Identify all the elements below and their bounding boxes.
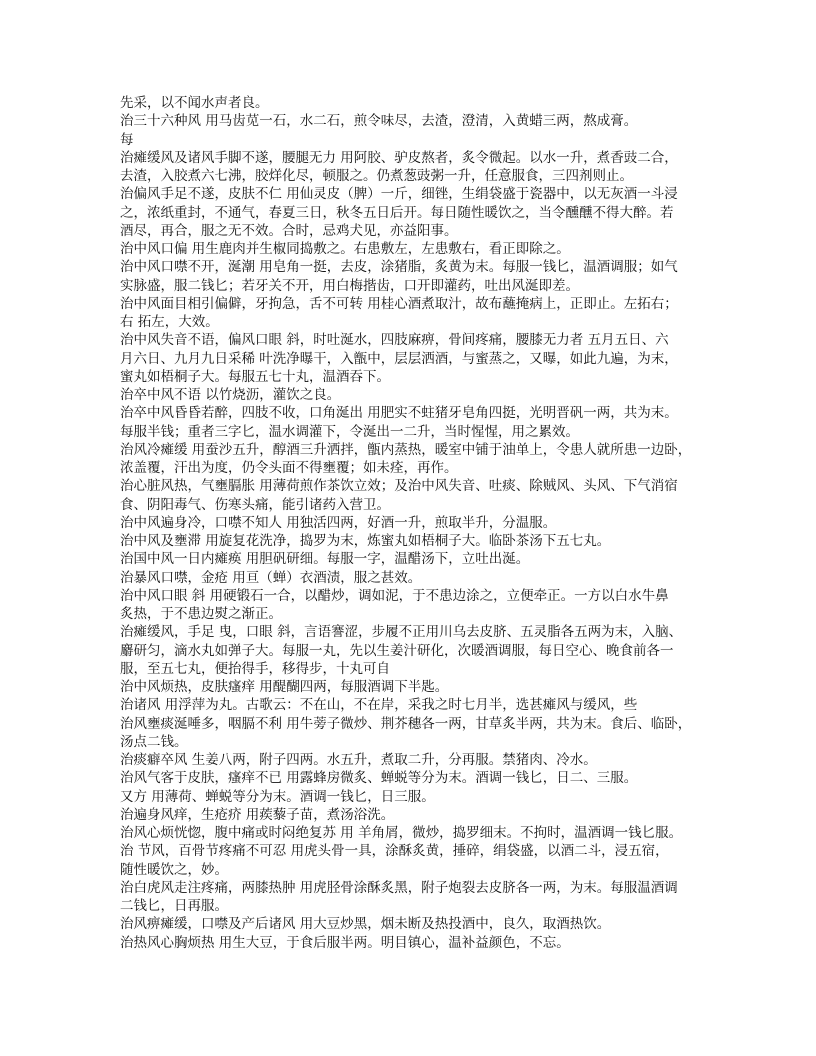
text-line: 治中风遍身冷，口噤不知人 用独活四两，好酒一升，煎取半升，分温服。 — [120, 514, 557, 531]
text-line: 治中风口眼 斜 用硬锻石一合，以醋炒，调如泥，于不患边涂之，立便牵正。一方以白水牛鼻 — [120, 587, 669, 604]
text-line: 治瘫缓风，手足 曳，口眼 斜，言语謇涩，步履不正用川乌去皮脐、五灵脂各五两为末，入脑、 — [120, 624, 683, 641]
text-line: 治暴风口噤，金疮 用亘（蝉）衣酒渍，服之甚效。 — [120, 569, 422, 586]
text-line: 治诸风 用浮萍为丸。古歌云：不在山，不在岸，采我之时七月半，选甚瘫风与缓风，些 — [120, 697, 638, 714]
text-line: 治风心烦恍惚，腹中痛或时闷绝复苏 用 羊角屑，微炒，捣罗细末。不拘时，温酒调一钱匕服。 — [120, 825, 683, 841]
text-line: 先采，以不闻水声者良。 — [120, 95, 269, 111]
text-line: 每服半钱；重者三字匕，温水调灌下，令涎出一二升，当时惺惺，用之累效。 — [120, 423, 579, 440]
text-line: 炙热，于不患边熨之渐正。 — [120, 606, 282, 622]
text-line: 治风壅痰涎唾多，咽膈不利 用牛蒡子微炒、荆芥穗各一两，甘草炙半两，共为末。食后、临卧， — [120, 715, 692, 732]
text-line: 治中风口噤不开，涎潮 用皂角一挺，去皮，涂猪脂，炙黄为末。每服一钱匕，温酒调服；如气 — [120, 259, 678, 276]
text-line: 又方 用薄荷、蝉蜕等分为末。酒调一钱匕，日三服。 — [120, 788, 435, 805]
text-line: 随性暖饮之，妙。 — [120, 861, 228, 878]
text-line: 治三十六种风 用马齿苋一石，水二石，煎令味尽，去渣，澄清，入黄蜡三两，熬成膏。 — [120, 113, 638, 130]
text-line: 治遍身风痒，生疮疥 用蒺藜子苗，煮汤浴洗。 — [120, 806, 395, 823]
text-line: 麝研匀，滴水丸如弹子大。每服一丸，先以生姜汁研化，次暖酒调服，每日空心、晚食前各一 — [120, 642, 674, 659]
text-line: 二钱匕，日再服。 — [120, 898, 228, 914]
text-line: 治国中风一日内瘫痪 用胆矾研细。每服一字，温醋汤下，立吐出涎。 — [120, 551, 530, 568]
text-line: 治卒中风不语 以竹烧沥，灌饮之良。 — [120, 387, 341, 403]
text-line: 治卒中风昏昏若醉，四肢不收，口角涎出 用肥实不蛀猪牙皂角四挺，光明晋矾一两，共为末。 — [120, 405, 678, 422]
text-line: 治热风心胸烦热 用生大豆，于食后服半两。明目镇心，温补益颜色，不忘。 — [120, 934, 570, 951]
text-line: 治 节风，百骨节疼痛不可忍 用虎头骨一具，涂酥炙黄，捶碎，绢袋盛，以酒二斗，浸五宿， — [120, 843, 669, 860]
text-line: 治偏风手足不遂，皮肤不仁 用仙灵皮（脾）一斤，细锉，生绢袋盛于瓷器中，以无灰酒一斗浸 — [120, 186, 678, 203]
text-line: 实脉盛，服二钱匕；若牙关不开，用白梅揩齿，口开即灌药，吐出风涎即差。 — [120, 277, 579, 294]
text-line: 治中风烦热，皮肤瘙痒 用醍醐四两，每服酒调下半匙。 — [120, 679, 449, 695]
text-line: 治风冷瘫缓 用蚕沙五升，醇酒三升洒拌，甑内蒸热，暖室中铺于油单上，令患人就所患一边卧， — [120, 441, 692, 458]
text-line: 之，浓纸重封，不通气，春夏三日，秋冬五日后开。每日随性暖饮之，当令醺醺不得大醉。若 — [120, 204, 674, 221]
text-line: 治风气客于皮肤，瘙痒不已 用露蜂房微炙、蝉蜕等分为末。酒调一钱匕，日二、三服。 — [120, 770, 638, 787]
text-line: 治瘫缓风及诸风手脚不遂，腰腿无力 用阿胶、驴皮熬者，炙令微起。以水一升，煮香豉二合， — [120, 149, 678, 166]
text-line: 去渣，入胶煮六七沸，胶烊化尽，顿服之。仍煮葱豉粥一升，任意服食，三四剂则止。 — [120, 168, 633, 184]
text-line: 汤点二钱。 — [120, 733, 188, 750]
text-line: 治心脏风热，气壅膈胀 用薄荷煎作茶饮立效；及治中风失音、吐痰、除贼风、头风、下气消宿 — [120, 478, 678, 495]
text-line: 食、阴阳毒气、伤寒头痛，能引诸药入营卫。 — [120, 496, 390, 513]
text-line: 服，至五七丸，便抬得手，移得步，十丸可自 — [120, 660, 390, 677]
document-page — [120, 94, 720, 952]
text-line: 蜜丸如梧桐子大。每服五七十丸，温酒吞下。 — [120, 368, 390, 385]
text-line: 月六日、九月九日采稀 叶洗净曝干，入甑中，层层洒酒，与蜜蒸之，又曝，如此九遍，为末， — [120, 350, 678, 367]
text-line: 治风痹瘫缓，口噤及产后诸风 用大豆炒黑，烟未断及热投酒中，良久，取酒热饮。 — [120, 916, 611, 933]
text-line: 治中风口偏 用生鹿肉并生椒同捣敷之。右患敷左，左患敷右，看正即除之。 — [120, 241, 570, 257]
text-line: 酒尽，再合，服之无不效。合时，忌鸡犬见，亦益阳事。 — [120, 222, 458, 239]
text-line: 治白虎风走注疼痛，两膝热肿 用虎胫骨涂酥炙黑，附子炮裂去皮脐各一两，为末。每服温酒调 — [120, 879, 678, 896]
text-line: 浓盖覆，汗出为度，仍令头面不得壅覆；如未痊，再作。 — [120, 460, 458, 476]
text-line: 治中风面目相引偏僻，牙拘急，舌不可转 用桂心酒煮取汁，故布蘸掩病上，正即止。左拓右； — [120, 295, 678, 312]
text-line: 治中风失音不语，偏风口眼 斜，时吐涎水，四肢麻痹，骨间疼痛，腰膝无力者 五月五日、六 — [120, 332, 669, 349]
text-line: 治中风及壅滞 用旋复花洗净，捣罗为末，炼蜜丸如梧桐子大。临卧茶汤下五七丸。 — [120, 533, 611, 549]
text-line: 治痰癖卒风 生姜八两，附子四两。水五升，煮取二升，分再服。禁猪肉、冷水。 — [120, 752, 597, 768]
text-line: 每 — [120, 131, 134, 148]
text-line: 右 拓左，大效。 — [120, 314, 219, 330]
